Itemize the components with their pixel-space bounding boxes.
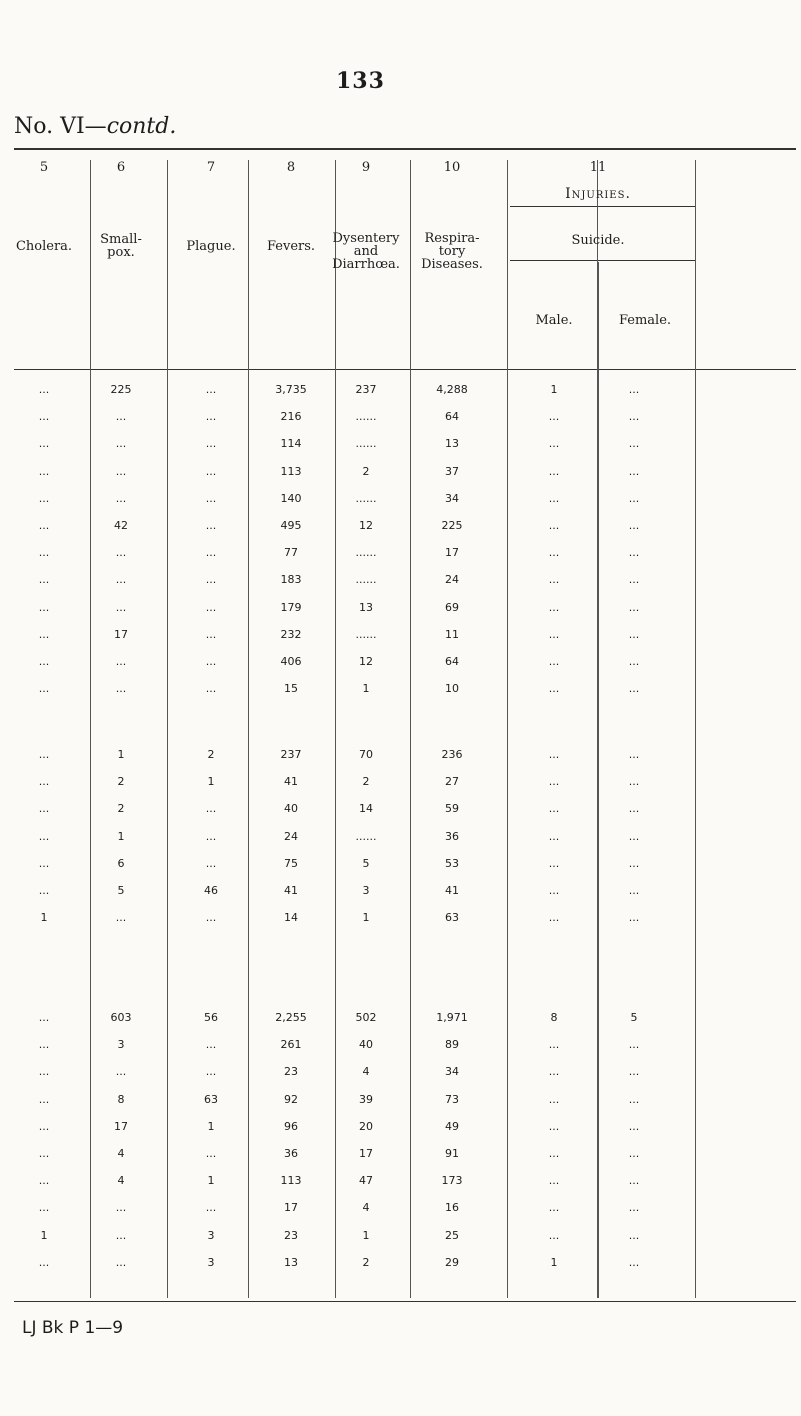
table-cell: ... — [628, 410, 640, 424]
header-rule — [14, 369, 796, 370]
table-cell: 73 — [445, 1092, 459, 1106]
table-cell: ... — [205, 682, 217, 696]
table-cell: 495 — [280, 519, 302, 532]
table-cell: ... — [38, 802, 50, 816]
table-title — [14, 114, 176, 139]
table-cell: 13 — [284, 1255, 298, 1269]
header-line: Fevers. — [266, 239, 316, 254]
table-cell: 2 — [362, 464, 370, 478]
table-cell: ... — [548, 682, 560, 696]
table-cell: 41 — [284, 884, 298, 897]
table-cell: 23 — [284, 1228, 298, 1242]
table-cell: ... — [115, 410, 127, 424]
top-rule — [14, 148, 796, 150]
table-cell: ... — [628, 1174, 640, 1188]
table-cell: 34 — [445, 491, 459, 505]
table-cell: ... — [38, 573, 50, 587]
table-cell: ... — [115, 655, 127, 668]
table-cell: ... — [628, 829, 640, 843]
table-cell: 14 — [359, 802, 373, 816]
table-cell: ... — [548, 802, 560, 816]
table-cell: ... — [38, 1038, 50, 1052]
table-cell: 4 — [362, 1201, 370, 1215]
table-cell: ... — [115, 1228, 127, 1242]
table-cell: ... — [38, 627, 50, 641]
table-cell: ... — [38, 682, 50, 696]
table-cell: ... — [628, 573, 640, 587]
table-cell: 69 — [445, 600, 459, 614]
table-cell: 24 — [445, 573, 459, 587]
table-cell: 10 — [445, 682, 459, 696]
table-cell: ... — [38, 1255, 50, 1269]
table-cell: ... — [548, 1038, 560, 1052]
table-cell: 183 — [280, 573, 302, 587]
table-cell: 14 — [284, 911, 298, 925]
column-number: 9 — [361, 160, 371, 175]
table-cell: ... — [38, 1147, 50, 1160]
table-cell: 216 — [280, 410, 302, 424]
table-cell: ... — [205, 911, 217, 925]
column-header — [186, 240, 235, 253]
table-cell: ... — [628, 1119, 640, 1133]
table-cell: 1 — [362, 911, 370, 925]
table-cell: 1 — [117, 748, 125, 761]
column-divider — [248, 160, 249, 1298]
column-divider — [167, 160, 168, 1298]
table-cell: ... — [205, 655, 217, 668]
table-cell: ... — [548, 911, 560, 925]
table-cell: ... — [38, 748, 50, 761]
table-cell: 4 — [117, 1174, 125, 1188]
table-cell: 25 — [445, 1228, 459, 1242]
injuries-rule — [510, 206, 696, 207]
table-cell: ... — [548, 546, 560, 560]
table-cell: ... — [115, 911, 127, 925]
table-cell: ... — [38, 410, 50, 424]
table-cell: 42 — [114, 519, 128, 532]
table-cell: ...... — [355, 437, 377, 451]
table-cell: ... — [38, 1065, 50, 1079]
column-divider — [695, 160, 696, 1298]
table-cell: 75 — [284, 856, 298, 870]
table-cell: 5 — [117, 884, 125, 897]
table-cell: 12 — [359, 655, 373, 668]
table-cell: ... — [628, 1038, 640, 1052]
table-cell: ...... — [355, 546, 377, 560]
table-cell: ... — [205, 519, 217, 532]
table-cell: 3 — [207, 1255, 215, 1269]
table-cell: 1 — [362, 682, 370, 696]
table-cell: ... — [548, 437, 560, 451]
table-cell: ... — [548, 884, 560, 897]
table-cell: ... — [548, 600, 560, 614]
table-cell: 2 — [362, 1255, 370, 1269]
table-cell: 13 — [445, 437, 459, 451]
table-cell: ... — [115, 600, 127, 614]
table-cell: ... — [205, 437, 217, 451]
table-title-main: No. VI— — [14, 114, 107, 139]
table-cell: ... — [205, 1147, 217, 1160]
table-cell: ... — [205, 491, 217, 505]
table-cell: 53 — [445, 856, 459, 870]
table-cell: 34 — [445, 1065, 459, 1079]
table-cell: 64 — [445, 410, 459, 424]
table-cell: ... — [38, 1201, 50, 1215]
table-cell: 1 — [207, 1174, 215, 1188]
table-cell: ... — [38, 1174, 50, 1188]
column-number: 7 — [206, 160, 216, 175]
table-cell: 39 — [359, 1092, 373, 1106]
table-cell: ... — [548, 627, 560, 641]
table-cell: ... — [628, 1147, 640, 1160]
table-cell: ... — [628, 1228, 640, 1242]
table-cell: ... — [205, 856, 217, 870]
header-line: Small- — [100, 232, 142, 247]
table-cell: ...... — [355, 573, 377, 587]
table-cell: 89 — [445, 1038, 459, 1052]
table-cell: 2,255 — [275, 1011, 307, 1024]
table-cell: ... — [548, 655, 560, 668]
table-cell: 1 — [40, 911, 48, 925]
header-line: Injuries. — [565, 186, 631, 202]
table-cell: 8 — [117, 1092, 125, 1106]
table-cell: ... — [205, 1201, 217, 1215]
male-female-divider — [598, 262, 599, 1298]
table-cell: ... — [548, 464, 560, 478]
table-cell: ... — [38, 519, 50, 532]
header-line: pox. — [107, 245, 135, 260]
table-cell: ... — [628, 491, 640, 505]
table-cell: ...... — [355, 829, 377, 843]
column-header — [100, 233, 142, 259]
table-cell: 70 — [359, 748, 373, 761]
table-cell: ... — [628, 1201, 640, 1215]
table-cell: 225 — [441, 519, 463, 532]
table-cell: ... — [548, 748, 560, 761]
table-cell: 23 — [284, 1065, 298, 1079]
table-cell: ... — [115, 491, 127, 505]
column-header — [267, 240, 315, 253]
header-line: Diarrhœa. — [332, 257, 400, 272]
table-cell: 114 — [280, 437, 302, 451]
table-cell: 173 — [441, 1174, 463, 1188]
table-cell: 36 — [445, 829, 459, 843]
table-cell: 40 — [359, 1038, 373, 1052]
table-cell: 1 — [40, 1228, 48, 1242]
table-cell: 77 — [284, 546, 298, 560]
table-cell: ... — [628, 911, 640, 925]
table-cell: ... — [205, 546, 217, 560]
table-cell: ... — [38, 775, 50, 789]
header-line: and — [353, 244, 379, 259]
table-cell: 3 — [207, 1228, 215, 1242]
table-cell: 15 — [284, 682, 298, 696]
table-cell: 1 — [362, 1228, 370, 1242]
table-cell: 49 — [445, 1119, 459, 1133]
header-line: Cholera. — [15, 239, 73, 254]
table-cell: 6 — [117, 856, 125, 870]
table-cell: 36 — [284, 1147, 298, 1160]
table-cell: 4,288 — [436, 383, 468, 396]
table-cell: ... — [38, 1119, 50, 1133]
table-cell: ... — [38, 600, 50, 614]
table-cell: 17 — [359, 1147, 373, 1160]
table-cell: ... — [628, 383, 640, 396]
table-cell: 603 — [110, 1011, 132, 1024]
table-cell: ... — [548, 1092, 560, 1106]
bottom-rule — [14, 1301, 796, 1302]
table-cell: ... — [628, 519, 640, 532]
column-divider — [90, 160, 91, 1298]
table-cell: ... — [628, 600, 640, 614]
table-cell: ... — [205, 1038, 217, 1052]
table-cell: 1 — [207, 775, 215, 789]
table-cell: 11 — [445, 627, 459, 641]
table-cell: 140 — [280, 491, 302, 505]
table-cell: ... — [628, 1065, 640, 1079]
table-cell: 2 — [362, 775, 370, 789]
column-header — [565, 188, 631, 201]
table-cell: 4 — [117, 1147, 125, 1160]
header-line: tory — [438, 244, 466, 259]
header-line: Diseases. — [421, 257, 483, 272]
table-cell: 56 — [204, 1011, 218, 1024]
table-cell: 17 — [114, 627, 128, 641]
column-divider — [507, 160, 508, 1298]
table-cell: ... — [38, 829, 50, 843]
column-divider — [410, 160, 411, 1298]
table-cell: 1 — [550, 1255, 558, 1269]
table-cell: ... — [38, 655, 50, 668]
table-cell: ... — [205, 627, 217, 641]
table-cell: 1 — [117, 829, 125, 843]
table-cell: ... — [115, 1255, 127, 1269]
table-cell: 37 — [445, 464, 459, 478]
table-cell: 1 — [207, 1119, 215, 1133]
table-cell: ... — [205, 573, 217, 587]
table-cell: ... — [205, 410, 217, 424]
table-cell: 5 — [630, 1011, 638, 1024]
table-cell: 1,971 — [436, 1011, 468, 1024]
column-number: 8 — [286, 160, 296, 175]
table-cell: 17 — [114, 1119, 128, 1133]
header-line: Respira- — [424, 231, 480, 246]
table-cell: ... — [628, 1092, 640, 1106]
table-cell: ... — [115, 546, 127, 560]
table-cell: ... — [628, 775, 640, 789]
table-cell: 41 — [284, 775, 298, 789]
page-number: 133 — [336, 68, 385, 94]
header-line: Plague. — [186, 239, 236, 254]
table-cell: 12 — [359, 519, 373, 532]
column-number: 10 — [443, 160, 461, 175]
table-cell: ... — [548, 410, 560, 424]
table-cell: ...... — [355, 410, 377, 424]
suicide-rule — [510, 260, 696, 261]
male-header: Male. — [535, 313, 573, 328]
table-cell: 3 — [362, 884, 370, 897]
table-cell: 236 — [441, 748, 463, 761]
table-cell: ...... — [355, 627, 377, 641]
table-cell: ... — [38, 884, 50, 897]
table-cell: ... — [115, 682, 127, 696]
table-cell: 47 — [359, 1174, 373, 1188]
table-cell: ... — [205, 600, 217, 614]
table-cell: ... — [548, 1147, 560, 1160]
table-cell: ... — [38, 1011, 50, 1024]
table-cell: ... — [628, 856, 640, 870]
table-cell: 179 — [280, 600, 302, 614]
table-cell: ... — [115, 464, 127, 478]
table-cell: ... — [115, 1065, 127, 1079]
table-cell: ... — [115, 437, 127, 451]
table-cell: ... — [628, 464, 640, 478]
table-cell: 41 — [445, 884, 459, 897]
table-cell: ... — [548, 573, 560, 587]
table-cell: ... — [548, 1228, 560, 1242]
table-cell: ... — [38, 546, 50, 560]
table-cell: ... — [205, 464, 217, 478]
column-header — [421, 232, 483, 271]
table-cell: 113 — [280, 1174, 302, 1188]
table-cell: ... — [548, 519, 560, 532]
table-cell: 502 — [355, 1011, 377, 1024]
footer-code: LJ Bk P 1—9 — [22, 1318, 124, 1338]
suicide-header: Suicide. — [571, 233, 625, 248]
table-cell: 92 — [284, 1092, 298, 1106]
table-cell: 91 — [445, 1147, 459, 1160]
table-cell: 113 — [280, 464, 302, 478]
table-cell: 17 — [445, 546, 459, 560]
table-cell: ... — [628, 655, 640, 668]
table-cell: ... — [628, 546, 640, 560]
table-cell: 13 — [359, 600, 373, 614]
table-cell: ... — [38, 464, 50, 478]
table-cell: ... — [115, 573, 127, 587]
table-cell: 225 — [110, 383, 132, 396]
table-cell: ... — [628, 748, 640, 761]
table-cell: 3,735 — [275, 383, 307, 396]
table-cell: ...... — [355, 491, 377, 505]
table-cell: 2 — [207, 748, 215, 761]
table-cell: ... — [38, 1092, 50, 1106]
column-number: 11 — [589, 160, 607, 175]
table-cell: 40 — [284, 802, 298, 816]
table-cell: 8 — [550, 1011, 558, 1024]
table-cell: 232 — [280, 627, 302, 641]
table-cell: ... — [205, 802, 217, 816]
table-cell: 17 — [284, 1201, 298, 1215]
table-cell: 4 — [362, 1065, 370, 1079]
column-number: 5 — [39, 160, 49, 175]
column-header — [332, 232, 400, 271]
column-header — [16, 240, 72, 253]
table-cell: 46 — [204, 884, 218, 897]
table-cell: 237 — [280, 748, 302, 761]
table-cell: ... — [205, 829, 217, 843]
table-cell: ... — [548, 491, 560, 505]
table-cell: ... — [38, 856, 50, 870]
table-cell: 406 — [280, 655, 302, 668]
table-cell: 63 — [445, 911, 459, 925]
table-cell: ... — [628, 1255, 640, 1269]
table-cell: 237 — [355, 383, 377, 396]
table-cell: ... — [628, 627, 640, 641]
table-cell: ... — [548, 1065, 560, 1079]
table-cell: 20 — [359, 1119, 373, 1133]
table-cell: ... — [205, 1065, 217, 1079]
table-cell: 27 — [445, 775, 459, 789]
table-cell: ... — [205, 383, 217, 396]
table-cell: 59 — [445, 802, 459, 816]
table-cell: 5 — [362, 856, 370, 870]
header-line: Dysentery — [332, 231, 400, 246]
table-cell: 261 — [280, 1038, 302, 1052]
column-number: 6 — [116, 160, 126, 175]
table-cell: ... — [548, 1201, 560, 1215]
table-cell: ... — [38, 491, 50, 505]
table-cell: 64 — [445, 655, 459, 668]
table-cell: ... — [628, 884, 640, 897]
table-cell: 96 — [284, 1119, 298, 1133]
table-cell: 29 — [445, 1255, 459, 1269]
table-cell: 16 — [445, 1201, 459, 1215]
table-cell: 2 — [117, 775, 125, 789]
table-cell: ... — [38, 383, 50, 396]
female-header: Female. — [618, 313, 672, 328]
table-cell: ... — [548, 775, 560, 789]
table-cell: ... — [628, 682, 640, 696]
table-cell: 1 — [550, 383, 558, 396]
table-cell: 3 — [117, 1038, 125, 1052]
table-cell: ... — [548, 1174, 560, 1188]
table-cell: ... — [115, 1201, 127, 1215]
table-cell: 24 — [284, 829, 298, 843]
table-title-contd: contd. — [106, 114, 177, 139]
table-cell: ... — [628, 802, 640, 816]
table-cell: ... — [548, 856, 560, 870]
table-cell: ... — [38, 437, 50, 451]
table-cell: ... — [628, 437, 640, 451]
table-cell: 2 — [117, 802, 125, 816]
table-cell: ... — [548, 829, 560, 843]
table-cell: ... — [548, 1119, 560, 1133]
table-cell: 63 — [204, 1092, 218, 1106]
column-divider — [335, 160, 336, 1298]
